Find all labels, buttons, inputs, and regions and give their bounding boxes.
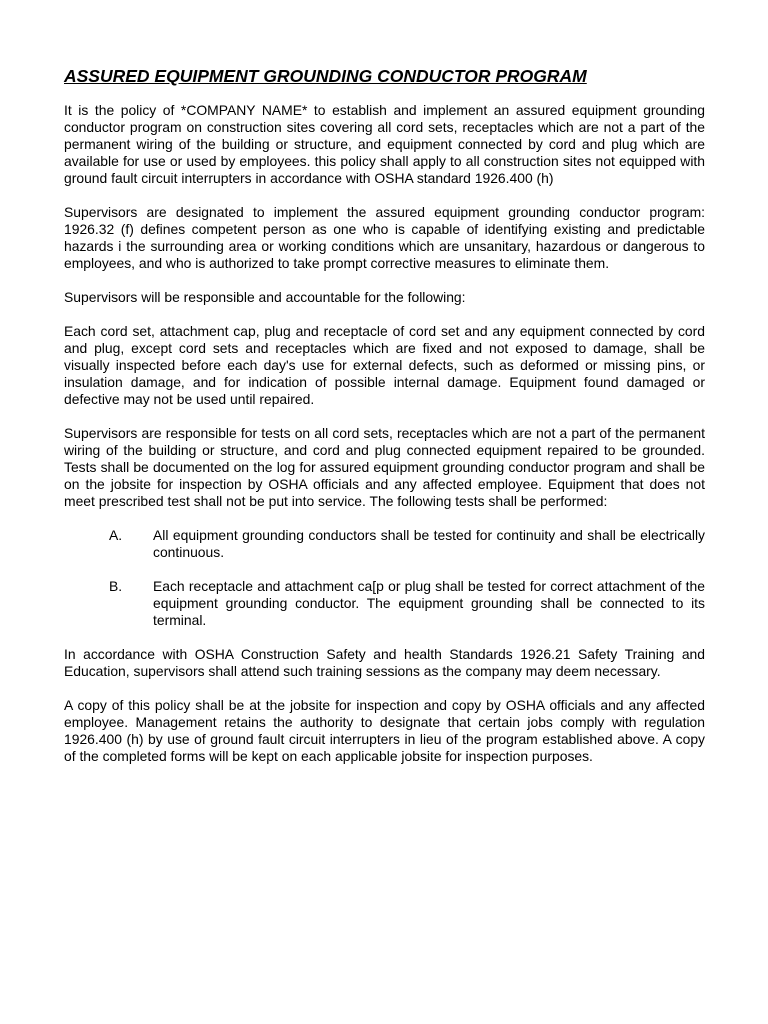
list-item-text: All equipment grounding conductors shall be tested for continuity and shall be electrically continuous. (153, 527, 705, 560)
document-title: ASSURED EQUIPMENT GROUNDING CONDUCTOR PROGRAM (64, 66, 587, 86)
paragraph-visual-inspection: Each cord set, attachment cap, plug and receptacle of cord set and any equipment connected by cord and plug, except cord sets and receptacles which are fixed and not exposed to damage, shall be visually inspected before each day's use for external defects, such as deformed or missing pins, or insulation damage, and for indication of possible internal damage. Equipment found damaged or defective may not be used until repaired. (64, 323, 705, 407)
list-item-text: Each receptacle and attachment ca[p or plug shall be tested for correct attachment of the equipment grounding conductor. The equipment grounding shall be connected to its terminal. (153, 578, 705, 628)
paragraph-supervisors-designated: Supervisors are designated to implement the assured equipment grounding conductor program: 1926.32 (f) defines competent person as one who is capable of identifying existing and predictable hazards i the surrounding area or working conditions which are unsanitary, hazardous or dangerous to employees, and who is authorized to take prompt corrective measures to eliminate them. (64, 204, 705, 271)
paragraph-training: In accordance with OSHA Construction Safety and health Standards 1926.21 Safety Training and Education, supervisors shall attend such training sessions as the company may deem necessary. (64, 646, 705, 679)
paragraph-policy: It is the policy of *COMPANY NAME* to establish and implement an assured equipment grounding conductor program on construction sites covering all cord sets, receptacles which are not a part of the permanent wiring of the building or structure, and equipment connected by cord and plug which are available for use or used by employees. this policy shall apply to all construction sites not equipped with ground fault circuit interrupters in accordance with OSHA standard 1926.400 (h) (64, 102, 705, 186)
paragraph-tests: Supervisors are responsible for tests on all cord sets, receptacles which are not a part of the permanent wiring of the building or structure, and cord and plug connected equipment repaired to be grounded. Tests shall be documented on the log for assured equipment grounding conductor program and shall be on the jobsite for inspection by OSHA officials and any affected employee. Equipment that does not meet prescribed test shall not be put into service. The following tests shall be performed: (64, 425, 705, 509)
list-item-a (64, 527, 705, 561)
list-marker: A. (109, 527, 123, 543)
paragraph-policy-copy: A copy of this policy shall be at the jobsite for inspection and copy by OSHA officials and any affected employee. Management retains the authority to designate that certain jobs comply with regulation 1926.400 (h) by use of ground fault circuit interrupters in lieu of the program established above. A copy of the completed forms will be kept on each applicable jobsite for inspection purposes. (64, 697, 705, 764)
list-marker: B. (109, 578, 123, 594)
paragraph-responsibilities-intro: Supervisors will be responsible and accountable for the following: (64, 289, 466, 305)
list-item-b (64, 578, 705, 629)
document-page (64, 66, 705, 782)
